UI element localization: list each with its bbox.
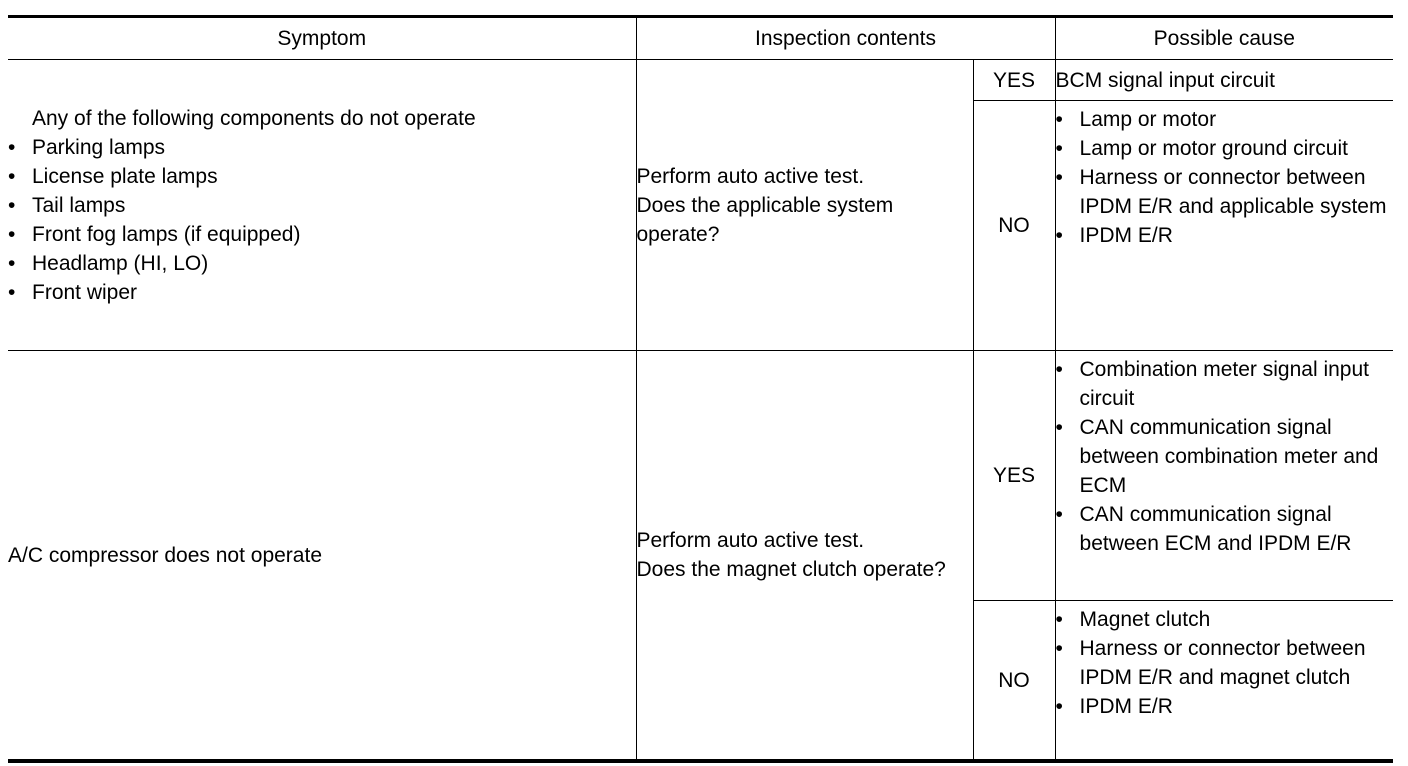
list-item: • Lamp or motor ground circuit [1056, 134, 1394, 163]
yes-label: YES [973, 60, 1055, 101]
cause-list [1056, 605, 1394, 721]
header-inspection-contents: Inspection contents [636, 17, 1055, 60]
yes-cause: BCM signal input circuit [1055, 60, 1393, 101]
table-header-row [8, 17, 1393, 60]
symptom-lead: Any of the following components do not operate [32, 106, 476, 130]
list-item: • Front fog lamps (if equipped) [8, 220, 636, 249]
list-item: • Magnet clutch [1056, 605, 1394, 634]
cause-list [1056, 355, 1394, 558]
header-possible-cause: Possible cause [1055, 17, 1393, 60]
inspection-line: Does the applicable system operate? [636, 193, 894, 246]
yes-label: YES [973, 351, 1055, 601]
cause-list [1056, 105, 1394, 250]
list-item: • IPDM E/R [1056, 692, 1394, 721]
inspection-line: Perform auto active test. [636, 164, 865, 188]
yes-cause-cell [1055, 351, 1393, 601]
no-label: NO [973, 601, 1055, 762]
symptom-list [8, 133, 636, 307]
header-symptom: Symptom [8, 17, 636, 60]
list-item: • Tail lamps [8, 191, 636, 220]
list-item: • IPDM E/R [1056, 221, 1394, 250]
list-item: • CAN communication signal between ECM and IPDM E/R [1056, 500, 1394, 558]
no-label: NO [973, 101, 1055, 351]
list-item: • Lamp or motor [1056, 105, 1394, 134]
symptom-cell: A/C compressor does not operate [8, 351, 636, 762]
list-item: • Front wiper [8, 278, 636, 307]
symptom-cell [8, 60, 636, 351]
inspection-line: Does the magnet clutch operate? [636, 558, 946, 581]
table-row [8, 60, 1393, 101]
table-row [8, 351, 1393, 601]
list-item: • License plate lamps [8, 162, 636, 191]
list-item: • CAN communication signal between combination meter and ECM [1056, 413, 1394, 500]
inspection-line: Perform auto active test. [636, 529, 865, 552]
inspection-cell [636, 60, 973, 351]
list-item: • Headlamp (HI, LO) [8, 249, 636, 278]
list-item: • Parking lamps [8, 133, 636, 162]
list-item: • Harness or connector between IPDM E/R and magnet clutch [1056, 634, 1394, 692]
no-cause-cell [1055, 101, 1393, 351]
list-item: • Combination meter signal input circuit [1056, 355, 1394, 413]
list-item: • Harness or connector between IPDM E/R and applicable system [1056, 163, 1394, 221]
inspection-cell [636, 351, 973, 762]
diagnosis-table [8, 15, 1393, 763]
no-cause-cell [1055, 601, 1393, 762]
